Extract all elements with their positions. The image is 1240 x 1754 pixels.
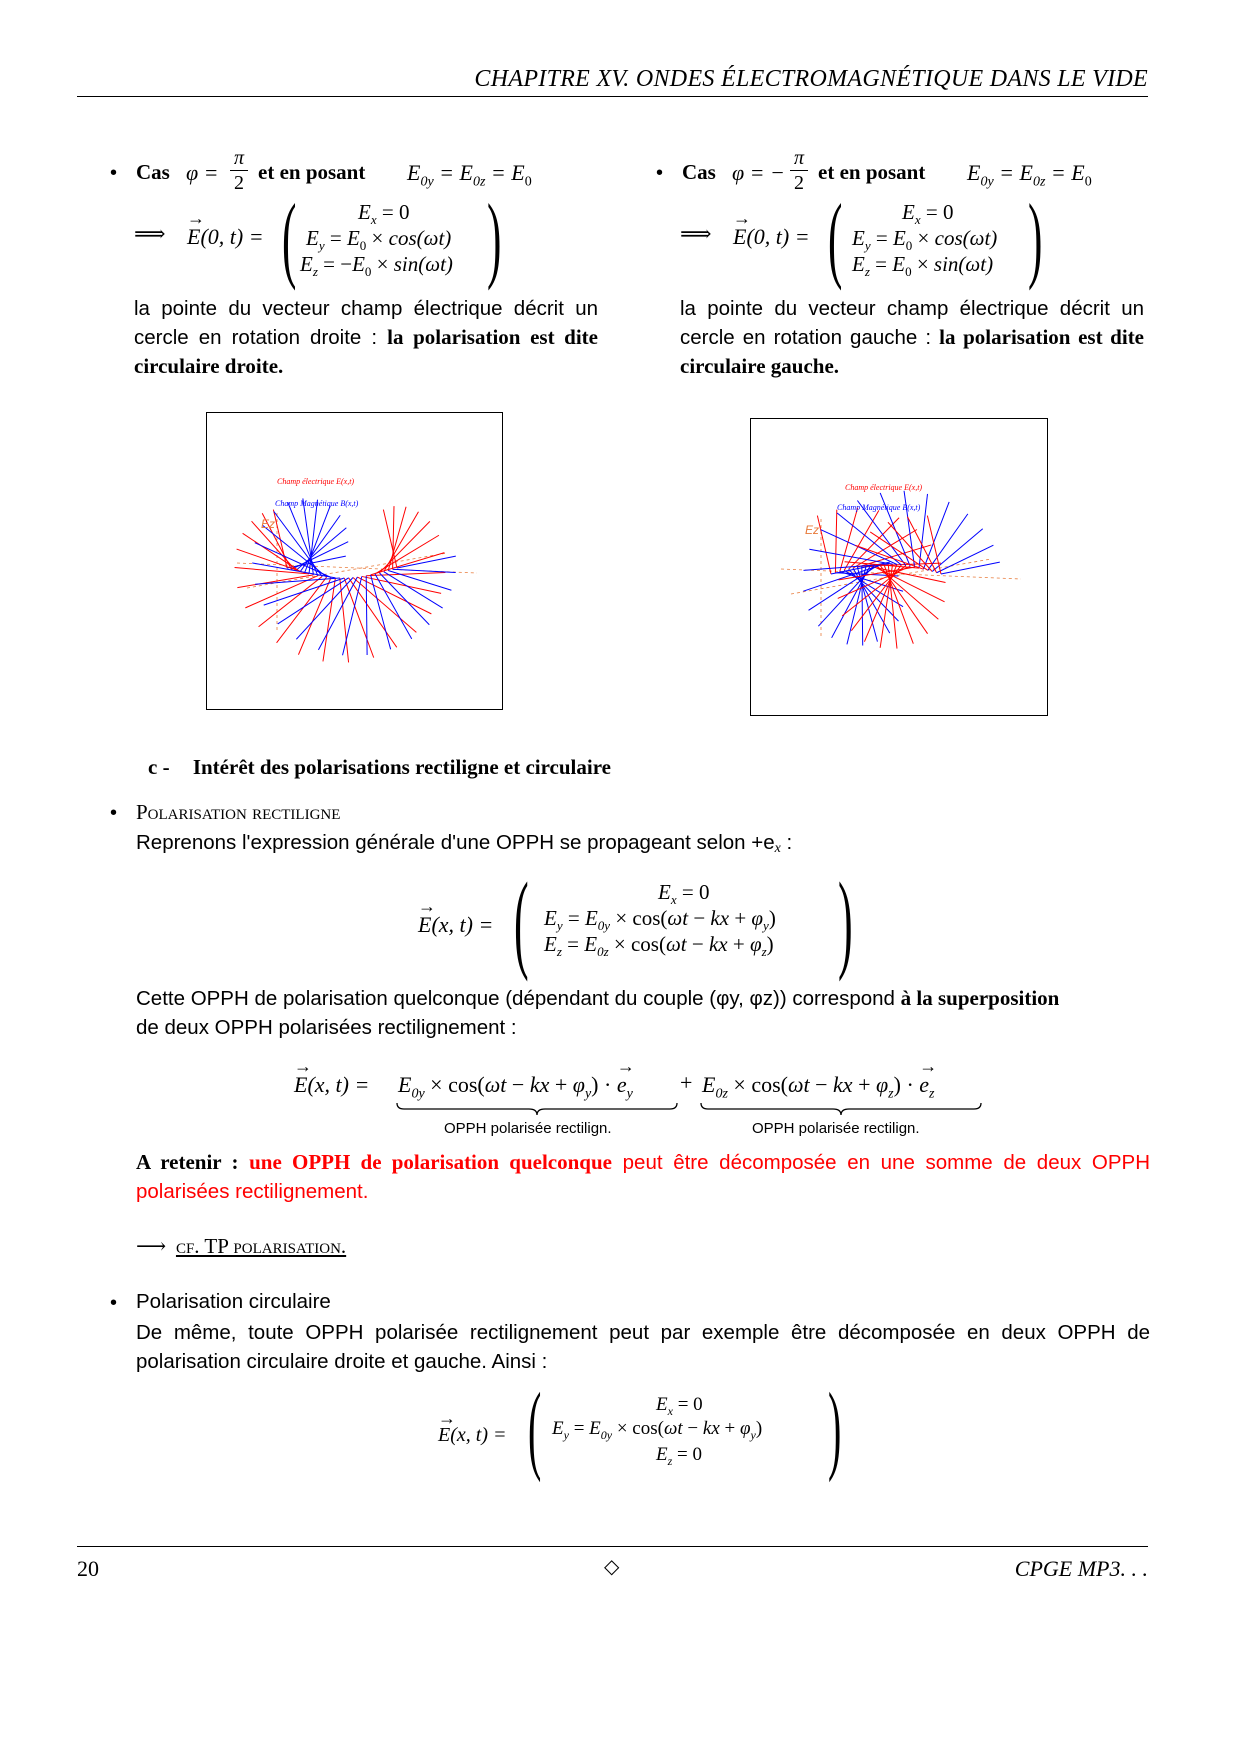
circ-lhs: → E(x, t) = — [438, 1424, 506, 1447]
header-title: CHAPITRE XV. ONDES ÉLECTROMAGNÉTIQUE DANS LE VIDE — [474, 66, 1148, 92]
circ-paren-close: ) — [828, 1372, 842, 1483]
right-row-ey: $E_y = E_0 \times \cos(\omega t)$ — [852, 226, 998, 254]
left-system — [110, 184, 600, 291]
superposition-text2: de deux OPPH polarisées rectilignement : — [136, 1016, 517, 1039]
rectiligne-heading: Polarisation rectiligne — [136, 800, 341, 824]
e-field-vector — [393, 506, 394, 569]
circulaire-block — [110, 1290, 1150, 1376]
right-lhs: → E(0, t) = — [733, 224, 810, 250]
left-row-ez: $E_z = -E_0 \times \sin(\omega t)$ — [300, 252, 453, 280]
left-paren-open: ( — [282, 184, 297, 291]
b-field-vector — [296, 528, 347, 571]
cf-line — [136, 1234, 346, 1259]
figure-right-axis-label: Ez — [805, 523, 820, 537]
right-case-middle: et en posant — [818, 160, 926, 184]
right-row-ex: $E_x = 0$ — [902, 200, 954, 228]
right-phi-frac: π 2 — [790, 146, 808, 195]
right-description — [680, 294, 1144, 381]
left-case-prefix: Cas — [136, 160, 170, 184]
footer-right: CPGE MP3. . . — [1014, 1556, 1148, 1581]
left-text-bold: la polarisation est dite circulaire droite. — [134, 325, 598, 378]
figure-left-legend-e: Champ électrique E(x,t) — [277, 477, 355, 486]
b-field-vector — [857, 567, 877, 641]
sum-term2: $E_{0z} \times \cos(\omega t$ − kx + $\varphi_z$) · → $e_z$ — [702, 1072, 935, 1102]
cf-arrow: ⟶ — [136, 1234, 167, 1258]
e-field-vector — [844, 510, 879, 570]
sum-plus: + — [680, 1070, 693, 1095]
rectiligne-intro-end: : — [780, 831, 793, 854]
e-field-vector — [927, 516, 941, 574]
circ-row-ey: $E_y = E_{0y} \times \cos(\omega t$ − kx + $\varphi_y$) — [552, 1418, 763, 1442]
bullet-icon: • — [656, 162, 664, 184]
rectiligne-intro-text: Reprenons l'expression générale d'une OPPH se propageant selon +e — [136, 831, 775, 854]
b-field-vector — [278, 578, 349, 624]
b-field-vector — [937, 545, 994, 573]
figure-right — [750, 418, 1048, 716]
sum-equation — [294, 1068, 1014, 1138]
right-paren-close: ) — [1028, 184, 1043, 291]
b-field-vector — [343, 576, 362, 655]
e-field-vector — [383, 510, 397, 568]
rectiligne-intro — [136, 828, 1150, 863]
opph-paren-close: ) — [838, 860, 853, 982]
opph-lhs: → E(x, t) = — [418, 912, 493, 938]
figure-left-legend-b: Champ Magnétique B(x,t) — [275, 499, 359, 508]
e-field-vector — [817, 516, 831, 574]
b-field-vector — [941, 562, 1000, 574]
cf-link[interactable]: cf. TP polarisation. — [175, 1234, 347, 1258]
retenir-label: A retenir : — [136, 1150, 239, 1174]
bullet-icon: • — [110, 162, 118, 184]
left-description — [134, 294, 598, 381]
underbrace-1 — [396, 1102, 678, 1116]
e-field-vector — [835, 510, 836, 573]
footer-rule — [77, 1546, 1148, 1547]
left-case-middle: et en posant — [258, 160, 366, 184]
rectiligne-block — [110, 800, 1150, 863]
right-e0-eq: $E_{0y} = E_{0z} = E_0$ — [967, 160, 1092, 190]
right-phi: φ = − — [732, 160, 785, 185]
opph-row-ex: $E_x = 0$ — [658, 880, 710, 908]
left-row-ex: $E_x = 0$ — [358, 200, 410, 228]
right-case-heading — [656, 147, 1146, 200]
left-case-heading — [110, 147, 600, 200]
left-phi-frac: π 2 — [230, 146, 248, 195]
page-number: 20 — [77, 1556, 99, 1581]
header-rule — [77, 96, 1148, 97]
figure-left-axis-label: Ez — [261, 517, 276, 531]
right-row-ez: $E_z = E_0 \times \sin(\omega t)$ — [852, 252, 994, 280]
underbrace-label-2: OPPH polarisée rectilign. — [752, 1120, 920, 1137]
circulaire-text: De même, toute OPPH polarisée rectilignement peut par exemple être décomposée en deux OPPH de polarisation circulaire droite et gauche. Ainsi : — [136, 1321, 1150, 1373]
rectiligne-heading-row — [110, 800, 1150, 828]
left-lhs: → E(0, t) = — [187, 224, 264, 250]
section-label: c - — [148, 755, 170, 779]
circ-row-ex: $E_x = 0$ — [656, 1394, 703, 1418]
left-phi: φ = — [186, 160, 219, 185]
opph-row-ez: $E_z = E_{0z} \times \cos(\omega t$ − kx + $\varphi_z$) — [544, 932, 774, 960]
opph-paren-open: ( — [514, 860, 529, 982]
underbrace-2 — [700, 1102, 982, 1116]
left-case — [110, 147, 600, 381]
b-field-vector — [296, 578, 353, 640]
ex-vector: x — [774, 841, 781, 856]
opph-row-ey: $E_y = E_{0y} \times \cos(\omega t$ − kx + $\varphi_y$) — [544, 906, 776, 934]
bullet-icon: • — [110, 1292, 118, 1314]
b-field-vector — [371, 575, 391, 649]
right-paren-open: ( — [828, 184, 843, 291]
superposition-bold: à la superposition — [900, 986, 1060, 1010]
left-e0-eq: $E_{0y} = E_{0z} = E_0$ — [407, 160, 532, 190]
figure-left-plot — [207, 413, 502, 709]
left-paren-close: ) — [487, 184, 502, 291]
circulaire-system — [438, 1372, 858, 1483]
right-text-bold: la polarisation est dite circulaire gauche. — [680, 325, 1145, 378]
section-title: Intérêt des polarisations rectiligne et circulaire — [192, 755, 611, 779]
figure-right-legend-b: Champ Magnétique B(x,t) — [837, 503, 921, 512]
bullet-icon: • — [110, 802, 118, 824]
left-implies: ⟹ — [134, 222, 166, 247]
retenir-rest: peut être décomposée en une somme de deux OPPH polarisées rectilignement. — [136, 1151, 1151, 1203]
right-system — [656, 184, 1146, 291]
opph-system — [418, 860, 878, 982]
right-case — [656, 147, 1146, 381]
sum-term1: $E_{0y} \times \cos(\omega t$ − kx + $\varphi_y$) · → $e_y$ — [398, 1072, 633, 1102]
circ-paren-open: ( — [528, 1372, 542, 1483]
circ-row-ez: $E_z = 0$ — [656, 1444, 702, 1468]
sum-lhs: → E(x, t) = — [294, 1072, 369, 1098]
left-text-plain: la pointe du vecteur champ électrique décrit un cercle en rotation droite : — [134, 297, 598, 349]
diamond-icon: ◇ — [604, 1554, 620, 1578]
right-implies: ⟹ — [680, 222, 712, 247]
b-field-vector — [393, 569, 456, 572]
b-field-vector — [366, 576, 367, 655]
underbrace-label-1: OPPH polarisée rectilign. — [444, 1120, 612, 1137]
right-text-plain: la pointe du vecteur champ électrique décrit un cercle en rotation gauche : — [680, 297, 1144, 349]
retenir-box — [136, 1148, 1150, 1206]
figure-left — [206, 412, 503, 710]
figure-right-legend-e: Champ électrique E(x,t) — [845, 483, 923, 492]
b-field-vector — [384, 572, 443, 608]
retenir-bold-red: une OPPH de polarisation quelconque — [249, 1150, 612, 1174]
superposition-text — [136, 984, 1150, 1042]
e-field-vector — [384, 512, 419, 572]
b-field-vector — [318, 577, 357, 650]
right-case-prefix: Cas — [682, 160, 716, 184]
e-field-vector — [349, 578, 397, 647]
left-row-ey: $E_y = E_0 \times \cos(\omega t)$ — [306, 226, 452, 254]
superposition-text1: Cette OPPH de polarisation quelconque (dépendant du couple (φy, φz)) correspond — [136, 987, 895, 1010]
figure-right-plot — [751, 419, 1047, 715]
circulaire-heading: Polarisation circulaire — [136, 1290, 331, 1313]
circulaire-heading-row — [110, 1290, 1150, 1318]
section-heading — [148, 755, 611, 780]
